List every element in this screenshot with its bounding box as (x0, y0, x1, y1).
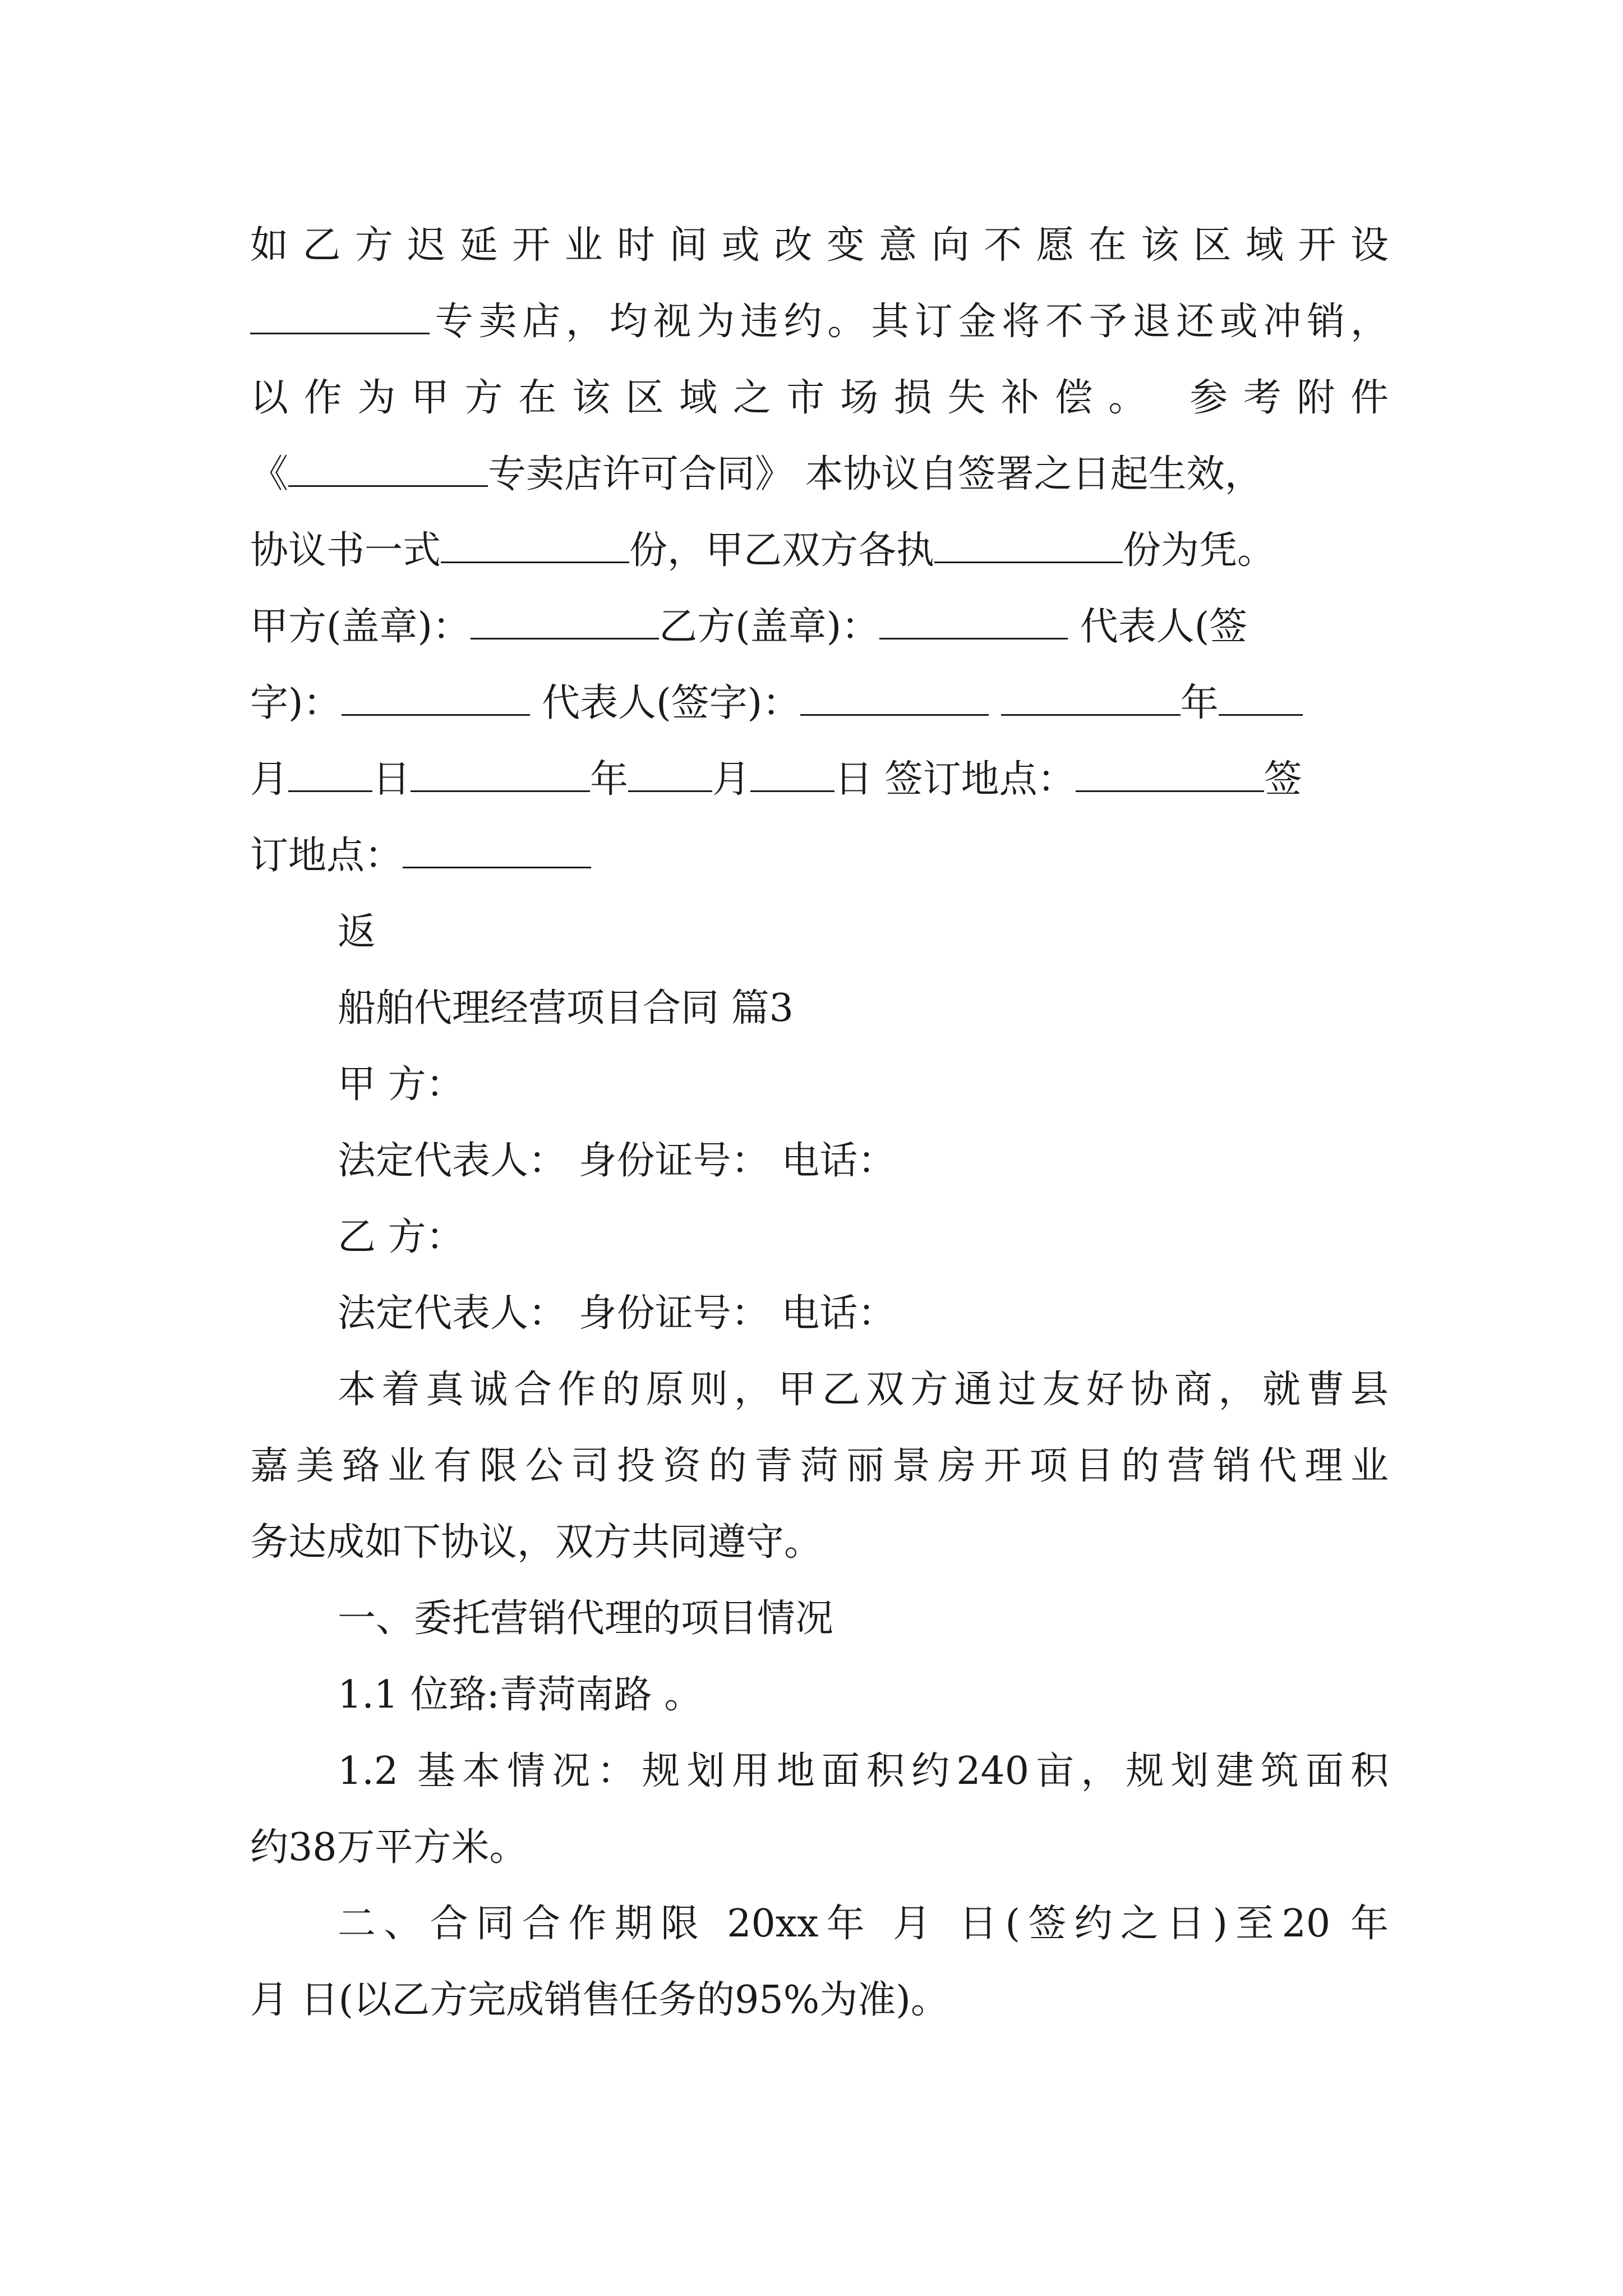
party-b-label: 乙 方： (338, 1215, 464, 1259)
party-b-details: 法定代表人： 身份证号： 电话： (338, 1291, 896, 1336)
text-line: 《 专卖店许可合同》 本协议自签署之日起生效， (250, 452, 1263, 496)
text-line: 务达成如下协议，双方共同遵守。 (250, 1520, 823, 1565)
fill-blank (750, 759, 834, 792)
text-line: 甲方(盖章)： 乙方(盖章)： 代表人(签 (250, 605, 1248, 649)
text-line: 专卖店，均视为违约。其订金将不予退还或冲销， (250, 284, 1389, 360)
text-line: 约38万平方米。 (250, 1825, 528, 1870)
fill-blank (628, 759, 712, 792)
fill-blank (441, 530, 629, 563)
return-link[interactable]: 返 (338, 910, 376, 954)
party-a-details: 法定代表人： 身份证号： 电话： (338, 1139, 896, 1183)
fill-blank (342, 683, 530, 716)
text-line: 月 日(以乙方完成销售任务的95%为准)。 (250, 1978, 949, 2022)
fill-blank (250, 301, 430, 334)
section-heading: 二、合同合作期限 20xx年 月 日(签约之日)至20 年 (338, 1902, 1389, 1946)
fill-blank (1076, 759, 1264, 792)
text-line: 嘉美臵业有限公司投资的青菏丽景房开项目的营销代理业 (250, 1444, 1389, 1488)
text-line: 订地点： (250, 818, 1389, 894)
fill-blank (288, 759, 372, 792)
fill-blank (934, 530, 1123, 563)
fill-blank (403, 835, 591, 868)
party-a-label: 甲 方： (338, 1062, 464, 1107)
fill-blank (411, 759, 590, 792)
fill-blank (1219, 683, 1303, 716)
text-line: 如乙方迟延开业时间或改变意向不愿在该区域开设 (250, 223, 1389, 268)
text-line: 字)： 代表人(签字)： 年 (250, 665, 1389, 742)
text-line: 月 日 年 月 日 签订地点： 签 (250, 757, 1302, 802)
fill-blank (471, 606, 659, 639)
section-heading: 一、委托营销代理的项目情况 (338, 1596, 834, 1641)
text-line: 协议书一式 份，甲乙双方各执 份为凭。 (250, 528, 1276, 573)
fill-blank (1001, 683, 1181, 716)
text-line: 本着真诚合作的原则，甲乙双方通过友好协商，就曹县 (338, 1368, 1389, 1412)
contract-text (250, 208, 1389, 2039)
fill-blank (288, 454, 488, 487)
fill-blank (800, 683, 989, 716)
text-line: 以作为甲方在该区域之市场损失补偿。 参考附件 (250, 376, 1389, 420)
text-line: 1.1 位臵:青菏南路 。 (338, 1673, 703, 1717)
text-line: 1.2 基本情况：规划用地面积约240亩，规划建筑面积 (338, 1749, 1389, 1793)
section-title: 船舶代理经营项目合同 篇3 (338, 986, 794, 1030)
fill-blank (879, 606, 1068, 639)
